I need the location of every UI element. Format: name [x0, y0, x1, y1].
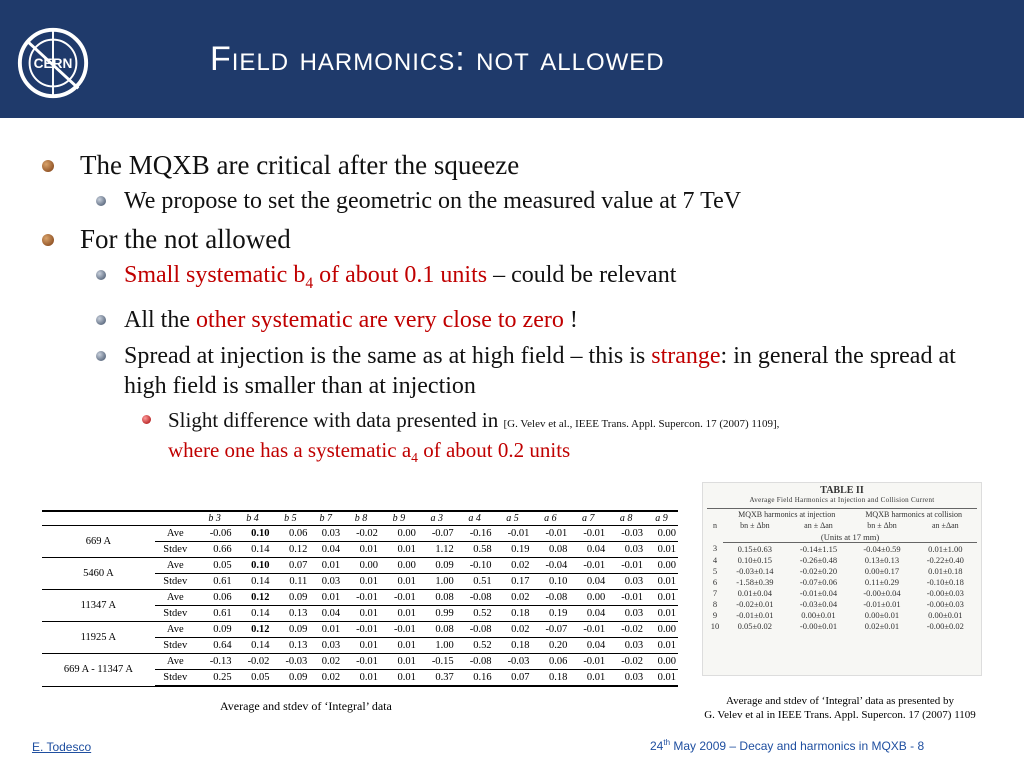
- velev-table-cell: 0.00±0.01: [928, 609, 963, 620]
- table-row: [42, 526, 678, 542]
- table-cell: 0.06: [196, 590, 234, 606]
- table-cell: 0.03: [309, 526, 342, 542]
- table-cell: 0.37: [418, 670, 456, 687]
- velev-table-cell: 4: [712, 554, 718, 565]
- table-cell: 0.01: [645, 542, 678, 558]
- table-cell: -0.07: [531, 622, 569, 638]
- table-cell: 0.09: [418, 558, 456, 574]
- velev-table-row: [707, 543, 977, 555]
- table-cell: 0.09: [271, 590, 309, 606]
- table-cell: -0.01: [380, 590, 418, 606]
- velev-table-cell: 7: [712, 587, 718, 598]
- table-cell: 0.00: [645, 622, 678, 638]
- velev-table-row: [707, 587, 977, 598]
- table-cell: 0.11: [271, 574, 309, 590]
- bullet-list: [42, 148, 1002, 473]
- table-cell: -0.01: [531, 526, 569, 542]
- table-cell: 0.18: [531, 670, 569, 687]
- column-header: b 7: [309, 511, 342, 526]
- table-cell: 0.01: [309, 590, 342, 606]
- table-cell: 0.08: [531, 542, 569, 558]
- velev-table-cell: -0.01±0.01: [863, 598, 901, 609]
- table-cell: -0.01: [569, 526, 607, 542]
- velev-table-row: [707, 576, 977, 587]
- table-cell: -0.01: [569, 654, 607, 670]
- table-cell: 0.08: [418, 622, 456, 638]
- table-cell: 0.05: [196, 558, 234, 574]
- svg-text:CERN: CERN: [33, 55, 73, 71]
- table-cell: -0.15: [418, 654, 456, 670]
- table-cell: 0.01: [645, 590, 678, 606]
- table-cell: 0.17: [494, 574, 532, 590]
- table-cell: 0.58: [456, 542, 494, 558]
- stat-label: Stdev: [155, 670, 196, 687]
- bullet-icon: [96, 351, 106, 361]
- velev-table-cell: -0.14±1.15: [799, 543, 838, 554]
- velev-table-cell: -0.01±0.01: [736, 609, 774, 620]
- velev-table-cell: -0.02±0.01: [736, 598, 774, 609]
- column-header: a 5: [494, 511, 532, 526]
- table-cell: 0.61: [196, 574, 234, 590]
- velev-table-cell: -0.02±0.20: [799, 565, 838, 576]
- column-header: a 3: [418, 511, 456, 526]
- table-cell: 0.00: [645, 526, 678, 542]
- velev-col-head: bn ± Δbn: [740, 521, 770, 530]
- table-cell: -0.08: [456, 590, 494, 606]
- table-cell: 0.07: [494, 670, 532, 687]
- table-cell: -0.07: [418, 526, 456, 542]
- velev-table-cell: 0.00±0.01: [801, 609, 836, 620]
- velev-table-cell: 0.01±1.00: [928, 543, 963, 554]
- bullet-propose: We propose to set the geometric on the measured value at 7 TeV: [42, 186, 1002, 216]
- velev-table-cell: 0.01±0.18: [928, 565, 963, 576]
- table-cell: -0.08: [456, 622, 494, 638]
- velev-table-cell: 0.10±0.15: [737, 554, 773, 565]
- table-row: [42, 558, 678, 574]
- table-cell: 1.00: [418, 574, 456, 590]
- stat-label: Ave: [155, 590, 196, 606]
- velev-table-cell: -1.58±0.39: [736, 576, 774, 587]
- table-cell: 0.14: [234, 542, 272, 558]
- velev-caption: Average and stdev of ‘Integral’ data as presented by G. Velev et al in IEEE Trans. Appl. Supercon. 17 (2007) 1109: [704, 695, 976, 721]
- table-cell: -0.06: [196, 526, 234, 542]
- table-cell: 0.09: [271, 622, 309, 638]
- velev-table-cell: 6: [712, 576, 718, 587]
- current-label: 11925 A: [42, 622, 155, 654]
- velev-table-cell: -0.26±0.48: [799, 554, 838, 565]
- table-cell: 0.04: [569, 638, 607, 654]
- velev-table-cell: 0.15±0.63: [737, 543, 773, 554]
- table-cell: 0.01: [569, 670, 607, 687]
- table-cell: 0.61: [196, 606, 234, 622]
- column-header: a 7: [569, 511, 607, 526]
- table-cell: -0.13: [196, 654, 234, 670]
- table-cell: 0.14: [234, 606, 272, 622]
- table-cell: -0.01: [494, 526, 532, 542]
- table-cell: 0.18: [494, 606, 532, 622]
- table-row: [42, 622, 678, 638]
- velev-table-cell: 5: [712, 565, 718, 576]
- header-bar: [0, 0, 1024, 118]
- velev-table-row: [707, 609, 977, 620]
- table-cell: 0.12: [271, 542, 309, 558]
- table-cell: 0.02: [494, 558, 532, 574]
- table-cell: 0.00: [380, 526, 418, 542]
- velev-units: (Units at 17 mm): [723, 531, 977, 543]
- page-title: Field harmonics: not allowed: [210, 40, 665, 78]
- velev-col-head: bn ± Δbn: [867, 521, 897, 530]
- table-cell: 0.00: [645, 654, 678, 670]
- bullet-icon: [42, 160, 54, 172]
- bullet-icon: [96, 315, 106, 325]
- table-cell: 0.51: [456, 574, 494, 590]
- table-cell: 0.13: [271, 606, 309, 622]
- table-cell: 0.01: [645, 670, 678, 687]
- table-caption: Average and stdev of ‘Integral’ data: [220, 699, 392, 713]
- velev-n-header: n: [707, 509, 723, 543]
- column-header: b 8: [342, 511, 380, 526]
- velev-table-cell: 0.11±0.29: [864, 576, 900, 587]
- velev-table-cell: -0.01±0.04: [799, 587, 838, 598]
- velev-table-cell: 10: [710, 620, 720, 631]
- table-cell: 0.07: [271, 558, 309, 574]
- table-cell: 0.16: [456, 670, 494, 687]
- bullet-icon: [96, 270, 106, 280]
- table-cell: -0.01: [342, 622, 380, 638]
- current-label: 669 A - 11347 A: [42, 654, 155, 687]
- table-cell: 0.03: [607, 574, 645, 590]
- velev-table-cell: -0.03±0.04: [799, 598, 838, 609]
- table-cell: 0.13: [271, 638, 309, 654]
- velev-col-head: an ±Δan: [932, 521, 959, 530]
- table-cell: 0.25: [196, 670, 234, 687]
- table-cell: 0.01: [645, 574, 678, 590]
- table-cell: 0.04: [309, 542, 342, 558]
- author-link[interactable]: E. Todesco: [32, 740, 92, 754]
- table-cell: 0.04: [569, 542, 607, 558]
- table-cell: -0.01: [342, 654, 380, 670]
- table-cell: 0.01: [342, 574, 380, 590]
- stat-label: Stdev: [155, 574, 196, 590]
- column-header: a 9: [645, 511, 678, 526]
- table-cell: 0.03: [607, 670, 645, 687]
- table-row: [42, 590, 678, 606]
- table-cell: -0.01: [607, 558, 645, 574]
- table-cell: 0.06: [271, 526, 309, 542]
- table-cell: 0.02: [494, 622, 532, 638]
- table-cell: 0.01: [380, 606, 418, 622]
- velev-table-cell: -0.22±0.40: [926, 554, 964, 565]
- table-cell: 1.12: [418, 542, 456, 558]
- velev-table-row: [707, 620, 977, 631]
- table-cell: 0.01: [309, 558, 342, 574]
- cern-logo-icon: [14, 24, 92, 102]
- velev-table-cell: 0.05±0.02: [737, 620, 773, 631]
- table-cell: 0.05: [234, 670, 272, 687]
- table-cell: -0.03: [494, 654, 532, 670]
- stat-label: Stdev: [155, 542, 196, 558]
- table-cell: 0.10: [234, 558, 272, 574]
- table-cell: -0.04: [531, 558, 569, 574]
- table-cell: -0.10: [456, 558, 494, 574]
- velev-table-cell: 0.01±0.04: [737, 587, 773, 598]
- bullet-icon: [142, 415, 151, 424]
- footer-date: 24th May 2009 – Decay and harmonics in MQXB - 8: [650, 738, 925, 753]
- table-cell: 0.14: [234, 638, 272, 654]
- velev-table-cell: -0.00±0.04: [863, 587, 901, 598]
- table-cell: -0.08: [456, 654, 494, 670]
- table-cell: 0.64: [196, 638, 234, 654]
- table-cell: 0.99: [418, 606, 456, 622]
- table-cell: 0.12: [234, 622, 272, 638]
- velev-table-cell: -0.10±0.18: [926, 576, 964, 587]
- column-header: a 4: [456, 511, 494, 526]
- table-cell: 0.03: [309, 574, 342, 590]
- table-cell: 0.02: [494, 590, 532, 606]
- current-label: 11347 A: [42, 590, 155, 622]
- stat-label: Stdev: [155, 606, 196, 622]
- bullet-slight-difference: Slight difference with data presented in [G. Velev et al., IEEE Trans. Appl. Supercon. 17 (2007) 1109], where one has a systematic $a_4$ of about 0.2 units: [42, 407, 1002, 471]
- table-cell: 0.01: [645, 606, 678, 622]
- stat-label: Ave: [155, 654, 196, 670]
- table-cell: 0.01: [380, 654, 418, 670]
- table-cell: 0.03: [607, 606, 645, 622]
- current-label: 5460 A: [42, 558, 155, 590]
- velev-table-cell: 0.00±0.01: [864, 609, 900, 620]
- table-cell: 0.03: [607, 638, 645, 654]
- table-cell: -0.03: [271, 654, 309, 670]
- table-cell: -0.01: [607, 590, 645, 606]
- velev-table-subtitle: Average Field Harmonics at Injection and Collision Current: [749, 496, 935, 504]
- table-cell: 0.02: [309, 654, 342, 670]
- velev-table-cell: -0.00±0.03: [926, 587, 964, 598]
- table-cell: -0.03: [607, 526, 645, 542]
- table-cell: 0.14: [234, 574, 272, 590]
- velev-table-row: [707, 598, 977, 609]
- velev-table-row: [707, 565, 977, 576]
- table-cell: 0.02: [309, 670, 342, 687]
- table-cell: 0.19: [494, 542, 532, 558]
- table-cell: 0.00: [569, 590, 607, 606]
- stat-label: Stdev: [155, 638, 196, 654]
- table-row: [42, 654, 678, 670]
- velev-table-cell: 0.00±0.17: [864, 565, 900, 576]
- table-cell: -0.08: [531, 590, 569, 606]
- table-cell: -0.01: [569, 622, 607, 638]
- table-cell: 0.01: [342, 638, 380, 654]
- velev-table-cell: 0.13±0.13: [864, 554, 900, 565]
- table-cell: 0.01: [342, 542, 380, 558]
- table-cell: 0.04: [569, 574, 607, 590]
- table-cell: 0.00: [645, 558, 678, 574]
- table-cell: 0.00: [380, 558, 418, 574]
- velev-injection-header: MQXB harmonics at injection: [723, 509, 850, 521]
- table-cell: -0.02: [607, 654, 645, 670]
- column-header: b 9: [380, 511, 418, 526]
- column-header: b 5: [271, 511, 309, 526]
- table-cell: -0.16: [456, 526, 494, 542]
- table-cell: 0.52: [456, 638, 494, 654]
- table-cell: 0.01: [380, 574, 418, 590]
- velev-table-cell: -0.00±0.03: [926, 598, 964, 609]
- table-cell: 0.01: [309, 622, 342, 638]
- column-header: b 4: [234, 511, 272, 526]
- bullet-other-systematic: All the other systematic are very close to zero !: [42, 305, 1002, 335]
- bullet-icon: [96, 196, 106, 206]
- integral-data-table: [42, 510, 678, 687]
- velev-table-cell: 8: [712, 598, 718, 609]
- table-cell: 0.10: [531, 574, 569, 590]
- velev-table-cell: -0.03±0.14: [736, 565, 774, 576]
- velev-table-cell: 3: [712, 543, 718, 554]
- velev-table-cell: 0.02±0.01: [864, 620, 900, 631]
- table-cell: -0.02: [342, 526, 380, 542]
- table-cell: 0.01: [645, 638, 678, 654]
- velev-col-head: an ± Δan: [804, 521, 833, 530]
- velev-table-cell: -0.04±0.59: [863, 543, 901, 554]
- table-cell: 0.01: [380, 542, 418, 558]
- table-cell: 0.03: [309, 638, 342, 654]
- column-header: a 8: [607, 511, 645, 526]
- stat-label: Ave: [155, 526, 196, 542]
- table-cell: 0.52: [456, 606, 494, 622]
- table-cell: 0.01: [342, 670, 380, 687]
- table-cell: 0.04: [569, 606, 607, 622]
- column-header: b 3: [196, 511, 234, 526]
- table-cell: -0.01: [380, 622, 418, 638]
- velev-collision-header: MQXB harmonics at collision: [850, 509, 977, 521]
- table-cell: 0.66: [196, 542, 234, 558]
- table-cell: 0.04: [309, 606, 342, 622]
- velev-table-cell: -0.00±0.02: [926, 620, 964, 631]
- velev-table-cell: -0.07±0.06: [799, 576, 838, 587]
- bullet-spread: Spread at injection is the same as at high field – this is strange: in general the spread at high field is smaller than at injection: [42, 341, 1002, 401]
- table-cell: 0.01: [380, 638, 418, 654]
- table-cell: 0.06: [531, 654, 569, 670]
- bullet-small-systematic: Small systematic $b_4$ of about 0.1 units – could be relevant: [42, 260, 1002, 299]
- velev-table-row: [707, 554, 977, 565]
- stat-label: Ave: [155, 558, 196, 574]
- table-cell: 0.09: [271, 670, 309, 687]
- bullet-icon: [42, 234, 54, 246]
- table-cell: 0.18: [494, 638, 532, 654]
- table-cell: 0.09: [196, 622, 234, 638]
- column-header: a 6: [531, 511, 569, 526]
- table-cell: 0.12: [234, 590, 272, 606]
- table-cell: -0.01: [342, 590, 380, 606]
- table-cell: 0.10: [234, 526, 272, 542]
- table-cell: 0.20: [531, 638, 569, 654]
- bullet-mqxb-critical: The MQXB are critical after the squeeze: [42, 148, 1002, 182]
- current-label: 669 A: [42, 526, 155, 558]
- table-cell: -0.02: [234, 654, 272, 670]
- table-cell: 0.00: [342, 558, 380, 574]
- velev-table-title: TABLE II: [820, 485, 864, 496]
- velev-table-cell: 9: [712, 609, 718, 620]
- velev-table-cell: -0.00±0.01: [799, 620, 838, 631]
- velev-table-image: [702, 482, 982, 676]
- stat-label: Ave: [155, 622, 196, 638]
- table-cell: -0.02: [607, 622, 645, 638]
- bullet-not-allowed: For the not allowed: [42, 222, 1002, 256]
- table-cell: 1.00: [418, 638, 456, 654]
- table-cell: 0.08: [418, 590, 456, 606]
- table-cell: 0.03: [607, 542, 645, 558]
- table-cell: 0.19: [531, 606, 569, 622]
- table-cell: -0.01: [569, 558, 607, 574]
- table-cell: 0.01: [342, 606, 380, 622]
- table-cell: 0.01: [380, 670, 418, 687]
